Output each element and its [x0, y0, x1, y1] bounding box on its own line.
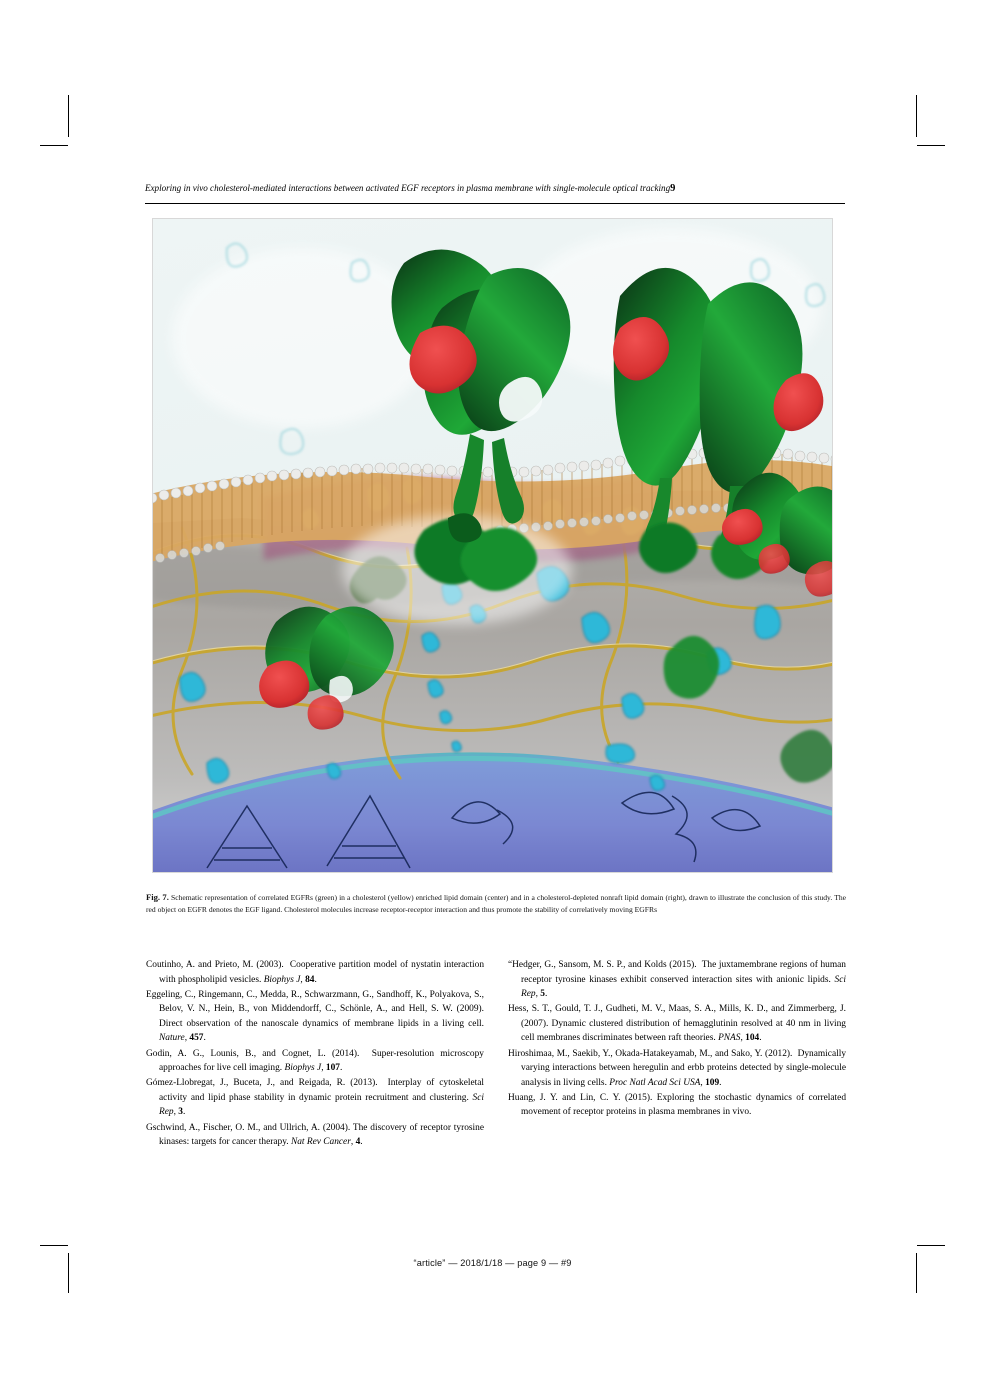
- reference-journal: PNAS: [718, 1033, 741, 1044]
- reference-journal: Proc Natl Acad Sci USA: [609, 1077, 701, 1088]
- reference-authors: Huang, J. Y. and Lin, C. Y.: [508, 1092, 621, 1103]
- reference-title: Dynamically varying interactions between heregulin and erbb proteins detected by single-molecule analysis in living cells.: [521, 1048, 847, 1088]
- running-head-title: Exploring in vivo cholesterol-mediated interactions between activated EGF receptors in plasma membrane with single-molecule optical tracking: [145, 183, 671, 193]
- reference-volume: 109: [705, 1077, 720, 1088]
- reference-title: Dynamic clustered distribution of hemagglutinin resolved at 40 nm in living cell membranes discriminates between raft theories.: [521, 1018, 846, 1044]
- figure-caption-text: Schematic representation of correlated EGFRs (green) in a cholesterol (yellow) enriched lipid domain (center) and in a cholesterol-depleted nonraft lipid domain (right), drawn to illustrate the conclusion of this study. The red object on EGFR denotes the EGF ligand. Cholesterol molecules increase receptor-receptor interaction and thus promote the stability of correlatively moving EGFRs: [146, 893, 847, 914]
- reference-entry: Godin, A. G., Lounis, B., and Cognet, L. (2014). Super-resolution microscopy approaches for live cell imaging. Biophys J, 107.: [146, 1048, 484, 1074]
- figure-7: [152, 218, 833, 873]
- reference-year: (2014).: [331, 1048, 360, 1059]
- crop-mark-top-right-horizontal: [917, 145, 945, 146]
- reference-volume: 457: [189, 1033, 204, 1044]
- reference-authors: Eggeling, C., Ringemann, C., Medda, R., Schwarzmann, G., Sandhoff, K., Polyakova, S., Belov, V. N., Hein, B., von Middendorff, C., Schönle, A., and Hell, S. W.: [146, 989, 484, 1015]
- reference-journal: Nature: [159, 1033, 185, 1044]
- reference-entry: Hess, S. T., Gould, T. J., Gudheti, M. V., Maas, S. A., Mills, K. D., and Zimmerberg, J. (2007). Dynamic clustered distribution of hemagglutinin resolved at 40 nm in living cell membranes discriminates between raft theories. PNAS, 104.: [508, 1004, 846, 1044]
- references-left-column: [146, 958, 484, 1150]
- reference-authors: Hiroshimaa, M., Saekib, Y., Okada-Hatakeyamab, M., and Sako, Y.: [508, 1048, 763, 1059]
- reference-authors: Coutinho, A. and Prieto, M.: [146, 960, 254, 970]
- page-footer: “article” — 2018/1/18 — page 9 — #9: [413, 1258, 572, 1268]
- reference-year: (2015).: [669, 960, 697, 970]
- reference-journal: Biophys J: [263, 974, 301, 985]
- reference-entry: Eggeling, C., Ringemann, C., Medda, R., Schwarzmann, G., Sandhoff, K., Polyakova, S., Belov, V. N., Hein, B., von Middendorff, C., Schönle, A., and Hell, S. W. (2009). Direct observation of the nanoscale dynamics of membrane lipids in a living cell. Nature, 457.: [146, 989, 485, 1044]
- header-rule: [145, 203, 845, 204]
- reference-entry: Gschwind, A., Fischer, O. M., and Ullrich, A. (2004). The discovery of receptor tyrosine kinases: targets for cancer therapy. Nat Rev Cancer, 4.: [146, 1122, 484, 1148]
- crop-mark-bottom-left-horizontal: [40, 1245, 68, 1246]
- reference-title: Super-resolution microscopy approaches for live cell imaging.: [159, 1048, 484, 1074]
- page-number: 9: [670, 183, 676, 194]
- figure-7-illustration: [152, 218, 833, 873]
- reference-entry: “Hedger, G., Sansom, M. S. P., and Kolds (2015). The juxtamembrane regions of human receptor tyrosine kinases exhibit conserved interaction sites with anionic lipids. Sci Rep, 5.: [508, 960, 847, 1000]
- reference-entry: Coutinho, A. and Prieto, M. (2003). Cooperative partition model of nystatin interaction with phospholipid vesicles. Biophys J, 84.: [146, 960, 485, 985]
- reference-entry: [508, 1091, 846, 1120]
- reference-year: (2015).: [624, 1092, 653, 1103]
- crop-mark-bottom-right-horizontal: [917, 1245, 945, 1246]
- reference-volume: 5: [540, 989, 545, 1000]
- reference-volume: 107: [325, 1063, 340, 1074]
- reference-authors: Gschwind, A., Fischer, O. M., and Ullrich, A.: [146, 1122, 320, 1133]
- reference-year: (2007).: [521, 1018, 549, 1029]
- reference-volume: 4: [355, 1137, 361, 1148]
- reference-title: Direct observation of the nanoscale dynamics of membrane lipids in a living cell.: [159, 1018, 484, 1029]
- reference-year: (2013).: [350, 1078, 378, 1089]
- reference-journal: Biophys J: [284, 1063, 322, 1074]
- figure-caption: [146, 892, 846, 915]
- reference-title: The discovery of receptor tyrosine kinases: targets for cancer therapy.: [159, 1122, 484, 1148]
- reference-journal: Sci Rep: [159, 1092, 484, 1118]
- reference-authors: “Hedger, G., Sansom, M. S. P., and Kolds: [508, 960, 667, 970]
- reference-year: (2012).: [765, 1048, 793, 1059]
- reference-year: (2004).: [322, 1122, 351, 1133]
- crop-mark-top-left-horizontal: [40, 145, 68, 146]
- reference-journal: Nat Rev Cancer: [290, 1137, 351, 1148]
- references-section: [146, 958, 846, 1150]
- references-right-column: [508, 958, 846, 1150]
- reference-authors: Gómez-Llobregat, J., Buceta, J., and Reigada, R.: [146, 1078, 346, 1089]
- figure-caption-label: Fig. 7.: [146, 892, 169, 902]
- reference-year: (2003).: [256, 960, 284, 970]
- reference-journal: Sci Rep: [521, 974, 847, 1000]
- crop-mark-top-left-vertical: [68, 95, 69, 137]
- reference-title: The juxtamembrane regions of human receptor tyrosine kinases exhibit conserved interaction sites with anionic lipids.: [521, 960, 846, 985]
- reference-title: Exploring the stochastic dynamics of correlated movement of receptor proteins in plasma membranes in vivo.: [521, 1092, 847, 1118]
- reference-entry: Gómez-Llobregat, J., Buceta, J., and Reigada, R. (2013). Interplay of cytoskeletal activity and lipid phase stability in dynamic protein recruitment and clustering. Sci Rep, 3.: [146, 1078, 485, 1118]
- reference-volume: 104: [745, 1033, 760, 1044]
- reference-title: Cooperative partition model of nystatin interaction with phospholipid vesicles.: [159, 960, 485, 985]
- reference-authors: Hess, S. T., Gould, T. J., Gudheti, M. V., Maas, S. A., Mills, K. D., and Zimmerberg, J.: [508, 1004, 846, 1015]
- reference-entry: Hiroshimaa, M., Saekib, Y., Okada-Hatakeyamab, M., and Sako, Y. (2012). Dynamically varying interactions between heregulin and erbb proteins detected by single-molecule analysis in living cells. Proc Natl Acad Sci USA, 109.: [508, 1048, 847, 1088]
- reference-title: Interplay of cytoskeletal activity and lipid phase stability in dynamic protein recruitment and clustering.: [159, 1078, 485, 1103]
- reference-authors: Godin, A. G., Lounis, B., and Cognet, L.: [146, 1048, 326, 1059]
- running-head: [145, 182, 845, 195]
- reference-year: (2009).: [456, 1004, 485, 1015]
- reference-volume: 3: [178, 1107, 183, 1118]
- reference-volume: 84: [305, 974, 315, 985]
- crop-mark-top-right-vertical: [916, 95, 917, 137]
